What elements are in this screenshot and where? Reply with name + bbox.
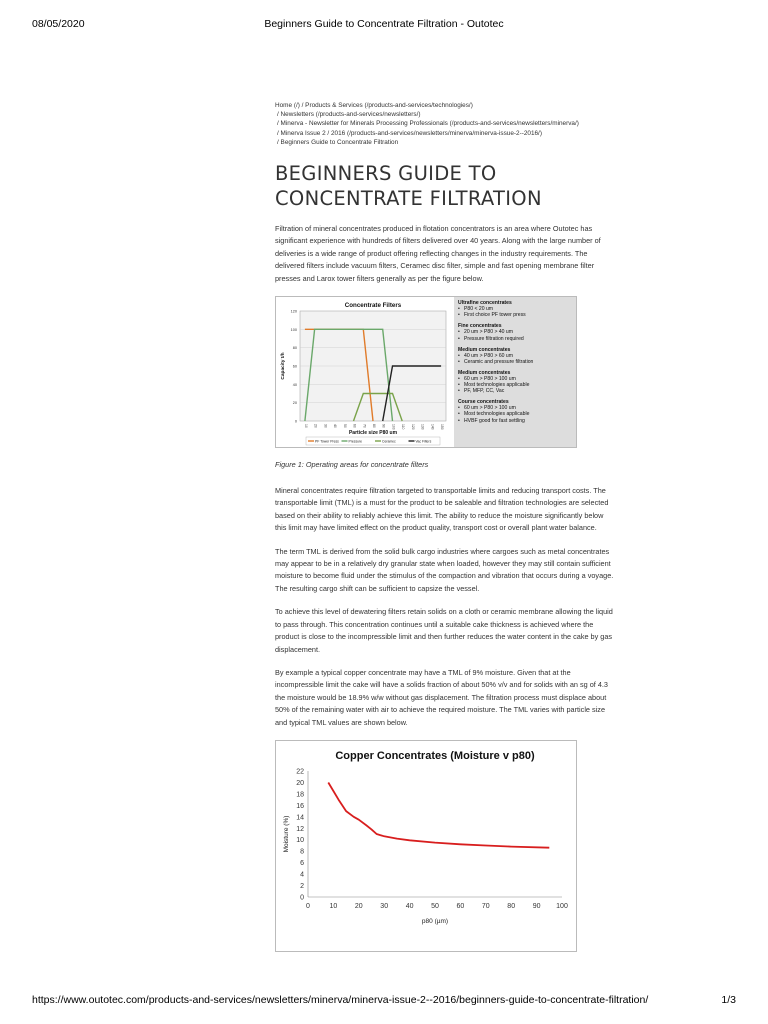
panel-group-item: • Most technologies applicable: [458, 411, 572, 417]
figure-copper-concentrates: [275, 740, 577, 952]
legend-label: Vac Filters: [415, 439, 432, 444]
x-tick-label: 90: [381, 424, 386, 428]
y-axis-label: Capacity t/h: [281, 352, 286, 380]
y-tick-label: 22: [296, 768, 304, 776]
x-tick-label: 10: [303, 424, 308, 428]
x-tick-label: 20: [354, 902, 363, 910]
y-tick-label: 4: [300, 871, 304, 879]
y-tick-label: 16: [296, 802, 304, 810]
x-tick-label: 50: [431, 902, 439, 910]
panel-group-item: • 20 um > P80 > 40 um: [458, 329, 572, 335]
y-tick-label: 100: [290, 327, 297, 332]
panel-group: [458, 300, 572, 318]
x-tick-label: 100: [391, 424, 396, 430]
panel-group-item: • 60 um > P80 > 100 um: [458, 376, 572, 382]
x-tick-label: 0: [306, 902, 310, 910]
breadcrumb-item: / Beginners Guide to Concentrate Filtration: [277, 138, 399, 146]
x-tick-label: 110: [401, 424, 406, 430]
panel-group-heading: Medium concentrates: [458, 346, 511, 353]
y-tick-label: 10: [296, 837, 304, 845]
panel-group-item: • Most technologies applicable: [458, 382, 572, 388]
x-tick-label: 30: [323, 424, 328, 428]
y-tick-label: 20: [292, 401, 297, 406]
x-tick-label: 60: [352, 424, 357, 428]
y-tick-label: 2: [300, 882, 304, 890]
y-tick-label: 6: [300, 860, 304, 868]
chart-title: Concentrate Filters: [344, 302, 402, 310]
x-axis-label: Particle size P80 um: [348, 430, 398, 437]
x-tick-label: 80: [372, 424, 376, 428]
series-line: [328, 782, 549, 847]
page-title-line1: BEGINNERS GUIDE TO: [275, 162, 497, 186]
x-tick-label: 40: [405, 902, 414, 910]
panel-group-item: • Ceramic and pressure filtration: [458, 359, 572, 365]
page-url[interactable]: https://www.outotec.com/products-and-services/newsletters/minerva/minerva-issue-2--2016/beginners-guide-to-concentrate-filtration/: [32, 994, 649, 1006]
x-tick-label: 30: [380, 902, 389, 910]
panel-group-item: • HVBF good for fast settling: [458, 418, 572, 424]
y-tick-label: 20: [296, 779, 304, 787]
y-tick-label: 0: [294, 419, 297, 424]
paragraph-intro: Filtration of mineral concentrates produced in flotation concentrators is an area where Outotec has significant experience with hundreds of filters delivered over 40 years. Along with the large number of deliveries is a wide range of product offering reflecting changes in the industry requirements. The delivered filters include vacuum filters, Ceramec disc filter, simple and fast opening membrane filter presses and Larox tower filters generally as per the figure below.: [275, 224, 601, 283]
y-tick-label: 40: [292, 382, 297, 387]
y-tick-label: 120: [290, 309, 297, 314]
y-tick-label: 80: [292, 346, 297, 351]
panel-group: [458, 347, 572, 365]
x-tick-label: 60: [456, 902, 465, 910]
panel-group-item: • First choice PF tower press: [458, 312, 572, 318]
panel-group: [458, 399, 572, 423]
panel-group-item: • PF, MFP, CC, Vac: [458, 388, 572, 394]
x-tick-label: 40: [333, 424, 338, 428]
panel-group-item: • 40 um > P80 > 60 um: [458, 353, 572, 359]
panel-group-heading: Course concentrates: [458, 399, 509, 406]
copper-concentrates-svg: [276, 741, 576, 951]
y-tick-label: 14: [296, 814, 304, 822]
breadcrumb-item[interactable]: Home (/) / Products & Services (/products-and-services/technologies/): [275, 102, 473, 109]
figure-concentrate-filters: [275, 296, 577, 448]
y-tick-label: 60: [292, 364, 297, 369]
filter-ranges-panel: [454, 297, 576, 447]
x-tick-label: 50: [342, 424, 347, 428]
legend: [306, 437, 440, 445]
page-title-line2: CONCENTRATE FILTRATION: [275, 187, 542, 211]
x-tick-label: 90: [532, 902, 541, 910]
panel-group-heading: Ultrafine concentrates: [458, 300, 512, 307]
x-tick-label: 70: [481, 902, 490, 910]
y-tick-label: 12: [296, 825, 304, 833]
paragraph-example: By example a typical copper concentrate may have a TML of 9% moisture. Given that at the incompressible limit the cake will have a solids fraction of about 50% v/v and for solids with an sg of 4.3 the moisture would be 18.9% w/w without gas displacement. The filtration process must displace about 50% of the remaining water with air to achieve the required moisture. The TML varies with particle size and typical TML values are shown below.: [275, 667, 608, 727]
x-tick-label: 100: [556, 902, 568, 910]
figure-caption: Figure 1: Operating areas for concentrate filters: [275, 460, 429, 470]
y-tick-label: 0: [300, 894, 304, 902]
y-tick-label: 18: [296, 791, 304, 799]
breadcrumb-item[interactable]: / Minerva - Newsletter for Minerals Processing Professionals (/products-and-services/newsletters/minerva/): [277, 120, 579, 128]
print-date: 08/05/2020: [32, 18, 85, 30]
panel-group: [458, 323, 572, 341]
paragraph-cargo: The term TML is derived from the solid bulk cargo industries where cargoes such as metal concentrates may appear to be in a relatively dry granular state when loaded, however they may still contain sufficient moisture to become fluid under the stimulus of the compaction and vibration that occurs during a voyage. The resulting cargo shift can be sufficient to capsize the vessel.: [275, 546, 614, 593]
y-axis-label: Moisture (%): [283, 815, 290, 853]
chart-title: Copper Concentrates (Moisture v p80): [335, 749, 535, 762]
x-tick-label: 10: [329, 902, 338, 910]
x-tick-label: 70: [362, 424, 367, 428]
breadcrumb: [275, 101, 615, 147]
panel-group-heading: Medium concentrates: [458, 369, 511, 376]
x-tick-label: 80: [507, 902, 516, 910]
x-axis-label: p80 (µm): [421, 917, 449, 925]
x-tick-label: 120: [410, 424, 415, 430]
legend-label: PF Tower Press: [315, 439, 339, 444]
paragraph-tml: Mineral concentrates require filtration targeted to transportable limits and reducing transport costs. The transportable limit (TML) is a must for the product to be saleable and filtration technologies are selected based on their ability to reliably achieve this limit. The ability to reduce the moisture significantly below this limit may have limited effect on the product quality, transport cost or overall plant water balance.: [275, 486, 609, 533]
panel-group-item: • Pressure filtration required: [458, 336, 572, 342]
y-tick-label: 8: [300, 848, 304, 856]
x-tick-label: 140: [430, 424, 435, 430]
x-tick-label: 20: [313, 424, 318, 428]
panel-group: [458, 370, 572, 394]
article: [275, 101, 615, 952]
panel-group-heading: Fine concentrates: [458, 323, 502, 330]
concentrate-filters-svg: [276, 297, 454, 447]
legend-label: Pressure: [348, 439, 363, 444]
x-tick-label: 150: [440, 424, 445, 430]
paragraph-dewatering: To achieve this level of dewatering filters retain solids on a cloth or ceramic membrane allowing the liquid to pass through. This concentration continues until a suitable cake thickness is achieved where the product is close to the incompressible limit and then further reduces the water content in the cake by gas displacement.: [275, 607, 613, 654]
breadcrumb-item[interactable]: / Minerva Issue 2 / 2016 (/products-and-services/newsletters/minerva/minerva-issue-2--2016/): [277, 129, 542, 137]
legend-label: Ceramec: [382, 439, 396, 444]
panel-group-item: • 60 um > P80 > 100 um: [458, 405, 572, 411]
page-title: [275, 161, 615, 211]
concentrate-filters-chart: [276, 297, 454, 447]
page-number: 1/3: [721, 994, 736, 1006]
panel-group-item: • P80 < 20 um: [458, 306, 572, 312]
x-tick-label: 130: [420, 424, 425, 430]
print-title: Beginners Guide to Concentrate Filtration - Outotec: [264, 18, 504, 30]
breadcrumb-item[interactable]: / Newsletters (/products-and-services/newsletters/): [277, 111, 421, 119]
